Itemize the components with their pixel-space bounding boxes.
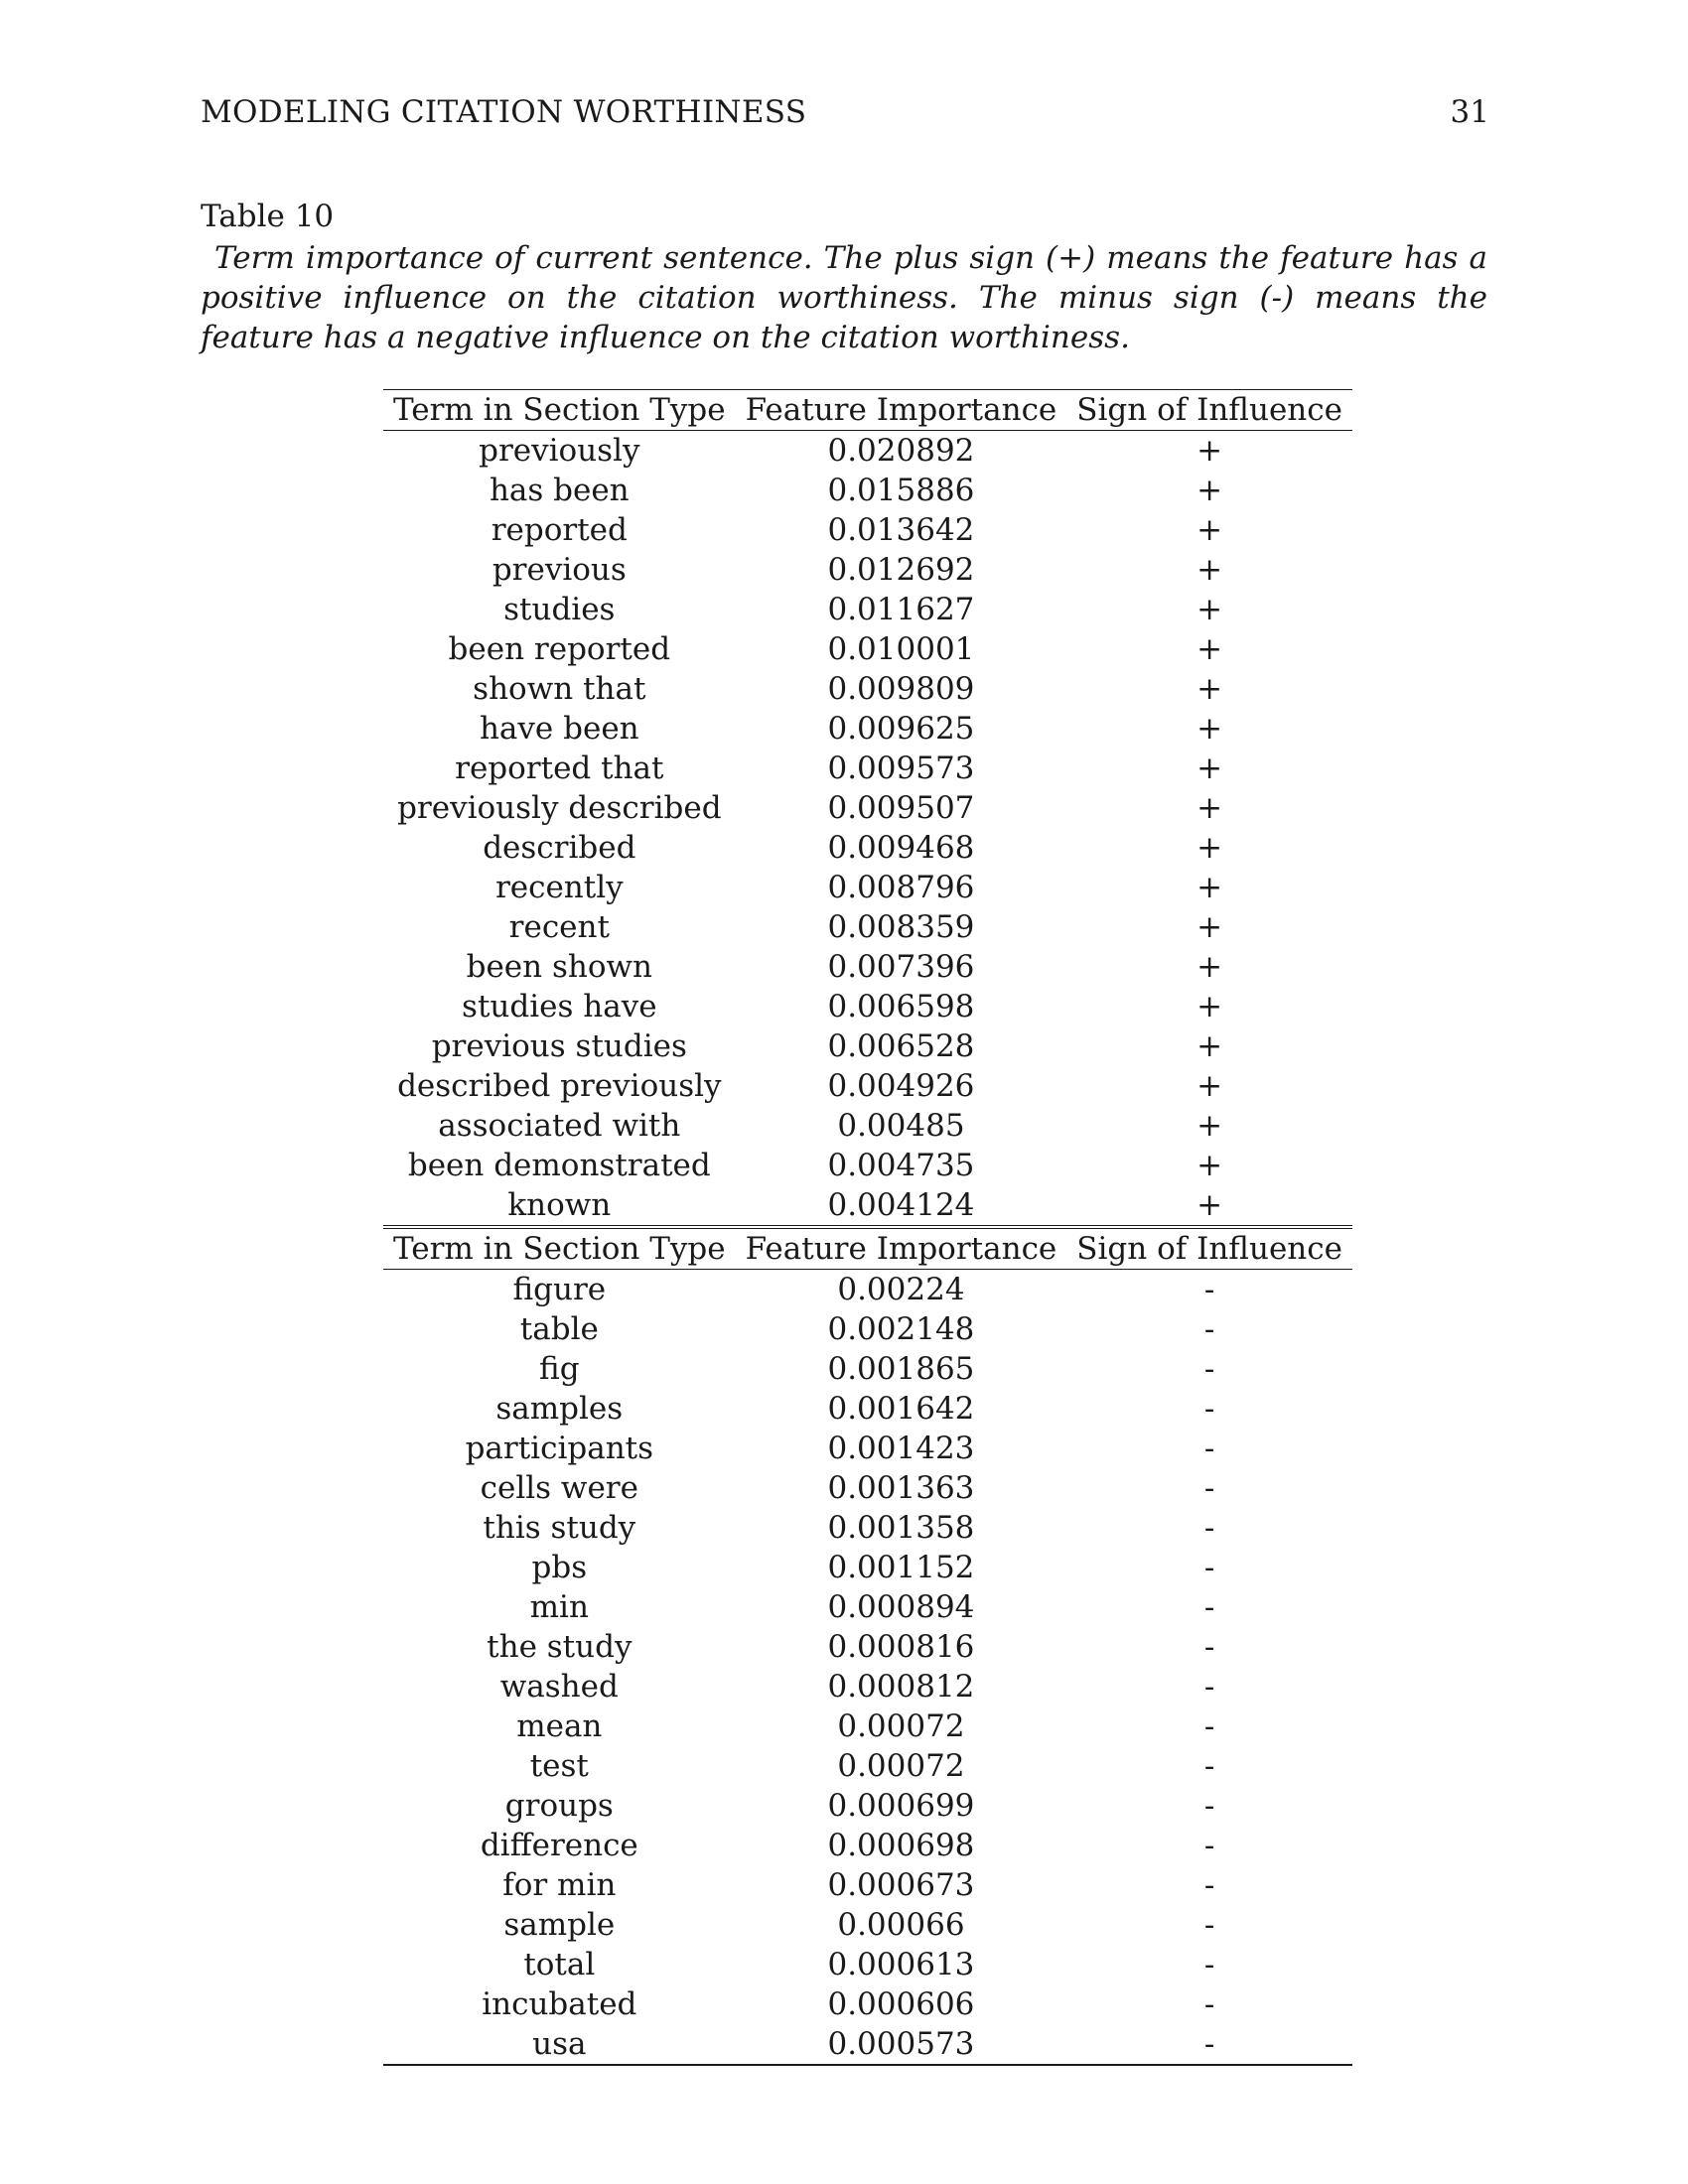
table-row <box>383 1667 1352 1706</box>
table-row <box>383 1106 1352 1146</box>
table-row <box>383 590 1352 629</box>
sign-cell: + <box>1196 870 1223 905</box>
term-cell: this study <box>483 1510 636 1546</box>
table-row <box>383 1746 1352 1786</box>
term-cell: fig <box>539 1351 580 1387</box>
table-row <box>383 550 1352 590</box>
importance-cell: 0.004735 <box>827 1148 975 1183</box>
sign-cell: - <box>1203 1947 1215 1982</box>
term-cell: difference <box>480 1828 638 1863</box>
term-cell: usa <box>532 2026 587 2062</box>
table-row <box>383 1066 1352 1106</box>
sign-cell: - <box>1203 1986 1215 2022</box>
term-cell: table <box>519 1311 599 1347</box>
table-row <box>383 1627 1352 1667</box>
importance-cell: 0.004124 <box>827 1187 975 1223</box>
sign-cell: + <box>1196 790 1223 826</box>
importance-cell: 0.020892 <box>827 433 975 469</box>
sign-cell: + <box>1196 909 1223 945</box>
table-row <box>383 947 1352 987</box>
sign-cell: + <box>1196 473 1223 508</box>
table-row <box>383 788 1352 828</box>
term-cell: have been <box>479 711 639 747</box>
sign-cell: - <box>1203 1708 1215 1744</box>
term-cell: cells were <box>480 1470 638 1506</box>
sign-cell: - <box>1203 1510 1215 1546</box>
table-row <box>383 1945 1352 1984</box>
importance-cell: 0.009625 <box>827 711 975 747</box>
importance-cell: 0.010001 <box>827 631 975 667</box>
sign-cell: - <box>1203 1351 1215 1387</box>
term-cell: recently <box>494 870 624 905</box>
table-row <box>383 1706 1352 1746</box>
term-cell: been demonstrated <box>407 1148 711 1183</box>
sign-cell: + <box>1196 631 1223 667</box>
importance-cell: 0.009507 <box>827 790 975 826</box>
table-row <box>383 2024 1352 2065</box>
table-row <box>383 629 1352 669</box>
sign-cell: - <box>1203 1748 1215 1784</box>
importance-cell: 0.002148 <box>827 1311 975 1347</box>
column-header-term: Term in Section Type <box>393 392 726 428</box>
table-row <box>383 749 1352 788</box>
table-row <box>383 1026 1352 1066</box>
table-row <box>383 828 1352 868</box>
term-cell: pbs <box>531 1550 588 1585</box>
sign-cell: + <box>1196 751 1223 786</box>
term-cell: reported <box>491 512 628 548</box>
importance-cell: 0.00224 <box>837 1272 965 1307</box>
importance-cell: 0.001642 <box>827 1391 975 1427</box>
sign-cell: - <box>1203 1470 1215 1506</box>
sign-cell: - <box>1203 1828 1215 1863</box>
sign-cell: + <box>1196 711 1223 747</box>
table-row <box>383 1349 1352 1389</box>
table-row <box>383 1389 1352 1429</box>
table-row <box>383 907 1352 947</box>
table-row <box>383 1548 1352 1587</box>
running-head: MODELING CITATION WORTHINESS <box>201 94 807 130</box>
term-cell: associated with <box>438 1108 681 1144</box>
table-row <box>383 1587 1352 1627</box>
term-cell: samples <box>495 1391 624 1427</box>
importance-cell: 0.001363 <box>827 1470 975 1506</box>
sign-cell: + <box>1196 1068 1223 1104</box>
importance-cell: 0.012692 <box>827 552 975 588</box>
importance-cell: 0.00485 <box>837 1108 965 1144</box>
importance-cell: 0.00072 <box>837 1708 965 1744</box>
importance-cell: 0.009468 <box>827 830 975 866</box>
table-row <box>383 1185 1352 1227</box>
sign-cell: - <box>1203 1629 1215 1665</box>
column-header-term: Term in Section Type <box>393 1231 726 1267</box>
term-cell: described previously <box>397 1068 722 1104</box>
importance-cell: 0.009809 <box>827 671 975 707</box>
sign-cell: - <box>1203 1788 1215 1824</box>
sign-cell: + <box>1196 1028 1223 1064</box>
sign-cell: + <box>1196 552 1223 588</box>
sign-cell: - <box>1203 1867 1215 1903</box>
table-label: Table 10 <box>201 199 335 234</box>
table-row <box>383 1429 1352 1468</box>
importance-cell: 0.004926 <box>827 1068 975 1104</box>
table-row <box>383 1984 1352 2024</box>
sign-cell: + <box>1196 949 1223 985</box>
importance-cell: 0.015886 <box>827 473 975 508</box>
term-cell: sample <box>503 1907 616 1943</box>
table-row <box>383 1786 1352 1826</box>
column-header-sign: Sign of Influence <box>1076 392 1342 428</box>
sign-cell: - <box>1203 1907 1215 1943</box>
importance-cell: 0.009573 <box>827 751 975 786</box>
importance-cell: 0.000606 <box>827 1986 975 2022</box>
importance-cell: 0.000698 <box>827 1828 975 1863</box>
importance-cell: 0.001358 <box>827 1510 975 1546</box>
term-cell: reported that <box>455 751 664 786</box>
importance-cell: 0.006598 <box>827 989 975 1024</box>
column-header-importance: Feature Importance <box>745 1231 1057 1267</box>
sign-cell: + <box>1196 989 1223 1024</box>
importance-cell: 0.000613 <box>827 1947 975 1982</box>
table-row <box>383 510 1352 550</box>
table-row <box>383 1468 1352 1508</box>
table-row <box>383 1309 1352 1349</box>
table-row <box>383 868 1352 907</box>
term-cell: studies have <box>462 989 657 1024</box>
importance-cell: 0.00066 <box>837 1907 965 1943</box>
importance-cell: 0.00072 <box>837 1748 965 1784</box>
sign-cell: + <box>1196 592 1223 627</box>
column-header-sign: Sign of Influence <box>1076 1231 1342 1267</box>
term-cell: mean <box>516 1708 603 1744</box>
term-cell: figure <box>512 1272 607 1307</box>
term-cell: total <box>523 1947 596 1982</box>
sign-cell: - <box>1203 1669 1215 1705</box>
table-row <box>383 1865 1352 1905</box>
sign-cell: + <box>1196 671 1223 707</box>
table-row <box>383 669 1352 709</box>
term-cell: previous studies <box>431 1028 687 1064</box>
importance-cell: 0.000673 <box>827 1867 975 1903</box>
importance-cell: 0.000816 <box>827 1629 975 1665</box>
importance-cell: 0.006528 <box>827 1028 975 1064</box>
term-cell: has been <box>489 473 630 508</box>
term-cell: washed <box>499 1669 619 1705</box>
positive-header-row <box>383 390 1352 431</box>
sign-cell: - <box>1203 1311 1215 1347</box>
importance-cell: 0.008796 <box>827 870 975 905</box>
importance-cell: 0.001152 <box>827 1550 975 1585</box>
importance-cell: 0.001865 <box>827 1351 975 1387</box>
term-cell: for min <box>502 1867 617 1903</box>
negative-header-row <box>383 1227 1352 1270</box>
importance-cell: 0.008359 <box>827 909 975 945</box>
sign-cell: - <box>1203 1431 1215 1466</box>
term-cell: test <box>529 1748 589 1784</box>
importance-cell: 0.000894 <box>827 1589 975 1625</box>
term-cell: previously described <box>397 790 722 826</box>
term-cell: been reported <box>448 631 671 667</box>
sign-cell: - <box>1203 1550 1215 1585</box>
importance-cell: 0.007396 <box>827 949 975 985</box>
importance-cell: 0.013642 <box>827 512 975 548</box>
negative-header-body <box>383 1227 1352 1270</box>
term-cell: previously <box>479 433 640 469</box>
term-importance-table <box>383 389 1352 2066</box>
sign-cell: - <box>1203 1272 1215 1307</box>
term-cell: been shown <box>466 949 652 985</box>
sign-cell: + <box>1196 1148 1223 1183</box>
table-row <box>383 709 1352 749</box>
importance-cell: 0.000699 <box>827 1788 975 1824</box>
table-row <box>383 1905 1352 1945</box>
negative-terms-body <box>383 1270 1352 2066</box>
column-header-importance: Feature Importance <box>745 392 1057 428</box>
table-row <box>383 431 1352 472</box>
sign-cell: + <box>1196 830 1223 866</box>
table-caption: Term importance of current sentence. The plus sign (+) means the feature has a positive influence on the citation worthiness. The minus sign (-) means the feature has a negative influence on the citation worthiness. <box>201 240 1487 355</box>
term-cell: previous <box>492 552 627 588</box>
sign-cell: - <box>1203 2026 1215 2062</box>
term-cell: the study <box>487 1629 633 1665</box>
table-row <box>383 1146 1352 1185</box>
term-cell: incubated <box>482 1986 637 2022</box>
importance-cell: 0.000812 <box>827 1669 975 1705</box>
table-row <box>383 471 1352 510</box>
sign-cell: + <box>1196 1187 1223 1223</box>
term-cell: known <box>507 1187 612 1223</box>
term-cell: min <box>529 1589 589 1625</box>
sign-cell: + <box>1196 512 1223 548</box>
sign-cell: - <box>1203 1589 1215 1625</box>
term-cell: described <box>483 830 636 866</box>
page-number: 31 <box>1450 94 1489 130</box>
sign-cell: + <box>1196 433 1223 469</box>
importance-cell: 0.000573 <box>827 2026 975 2062</box>
importance-cell: 0.001423 <box>827 1431 975 1466</box>
term-cell: groups <box>504 1788 614 1824</box>
term-cell: studies <box>503 592 616 627</box>
term-cell: participants <box>465 1431 654 1466</box>
table-row <box>383 987 1352 1026</box>
importance-cell: 0.011627 <box>827 592 975 627</box>
sign-cell: - <box>1203 1391 1215 1427</box>
table-row <box>383 1826 1352 1865</box>
table-row <box>383 1270 1352 1310</box>
term-cell: shown that <box>473 671 646 707</box>
term-cell: recent <box>508 909 610 945</box>
table-row <box>383 1508 1352 1548</box>
sign-cell: + <box>1196 1108 1223 1144</box>
positive-terms-body <box>383 431 1352 1228</box>
